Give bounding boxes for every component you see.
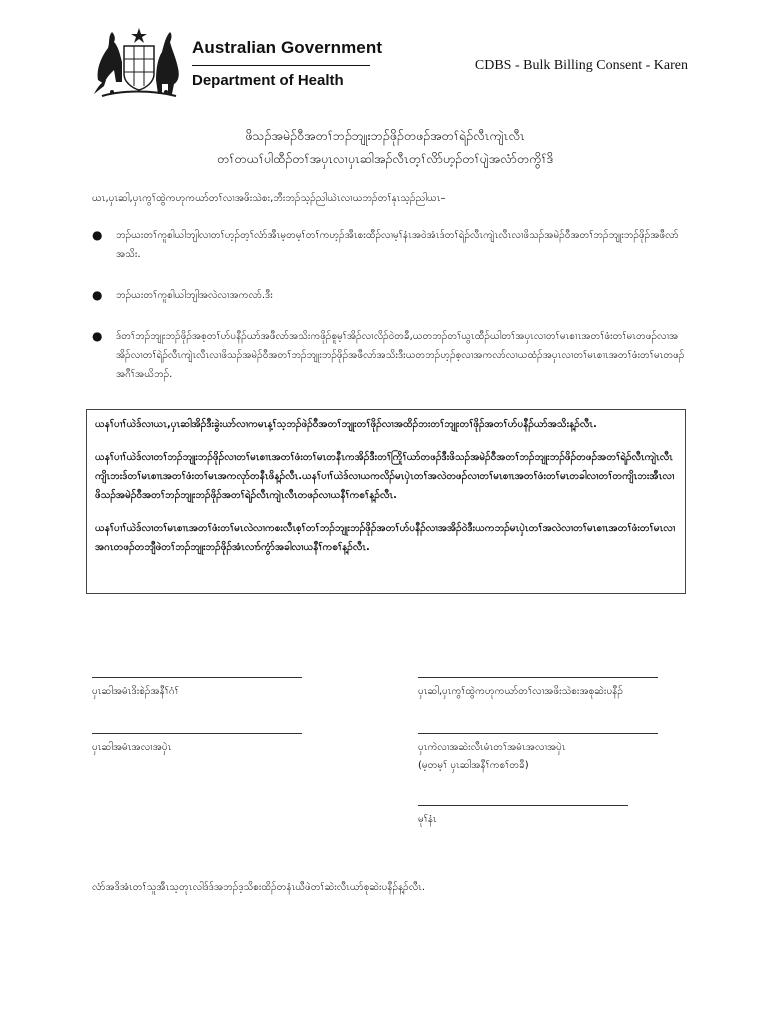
bullet-item xyxy=(92,226,687,264)
bullet-text: ဘၣ်ယးတၢ်ကူစါယါဘျါလၢတၢ်ဟ့ၣ်တ့ၢ်လံာ်အီၤမ့တမ့ၢ်တၢ်ကဟ့ၣ်အီၤစးထီၣ်လၢမ့ၢ်နံၤအဝဲအံၤဒ်တၢ်ရဲၣ်လီၤကျဲၤလီၤလၢဖိသၣ်အမဲၣ်ဝီအတၢ်ဘၣ်ဘျုးဘၣ်ဖိုၣ်အဖီလာ်အသိး. xyxy=(116,230,679,260)
bullet-item xyxy=(92,327,687,384)
patient-name-label: ပှၤဆါအမံၤအလၢအပှဲၤ xyxy=(92,742,172,753)
patient-signature-line[interactable] xyxy=(92,677,302,678)
acknowledgement-box xyxy=(86,409,686,594)
australian-coat-of-arms-logo xyxy=(92,24,184,102)
government-branding xyxy=(192,38,382,89)
acknowledgement-paragraph: ယနၢ်ပၢၢ်ယဲဒ်လၢယၤ,ပှၤဆါအိၣ်ဒီးခွဲးယာ်လၢကမၤန့ၢ်သ့ဘၣ်ဖဲၣ်ဝီအတၢ်ဘျုးတၢ်ဖိုၣ်လၢအထိၣ်ဘးတၢ်ဘျုးတၢ်ဖိုၣ်အတၢ်ဟ်ပနီၣ်ယာ်အသိးန့ၣ်လီၤ. xyxy=(95,419,597,430)
intro-statement: ယၤ,ပှၤဆါ,ပှၤကွၢ်ထွဲကဟုကယာ်တၢ်လၢအဖိးသဲစး,ဘီးဘၣ်သ့ၣ်ညါယဲၤလၢယဘၣ်တၢ်နုၤသ့ၣ်ညါယၤ– xyxy=(92,193,446,204)
bullet-text: ဘၣ်ယးတၢ်ကူစါယါဘျါအလဲလၢအကလာ်.ဒီး xyxy=(116,290,273,301)
bullet-item xyxy=(92,286,687,305)
consent-bullet-list xyxy=(92,226,687,406)
practitioner-name-line[interactable] xyxy=(418,733,658,734)
government-name: Australian Government xyxy=(192,38,383,57)
date-line[interactable] xyxy=(418,805,628,806)
guardian-signature-label: ပှၤဆါ,ပှၤကွၢ်ထွဲကဟုကယာ်တၢ်လၢအဖိးသဲစးအစုဆဲးပနီၣ် xyxy=(418,686,623,697)
form-heading-line-1: ဖိသၣ်အမဲၣ်ဝီအတၢ်ဘၣ်ဘျုးဘၣ်ဖိုၣ်တဖၣ်အတၢ်ရဲၣ်လီၤကျဲၤလီၤ xyxy=(245,128,525,143)
bullet-icon: ● xyxy=(92,228,103,242)
acknowledgement-paragraph: ယနၢ်ပၢၢ်ယဲဒ်လၢတၢ်မၤစၢၤအတၢ်ဖံးတၢ်မၤလဲလၢကစးလီၤစ့ၢ်တၢ်ဘၣ်ဘျုးဘၣ်ဖိုၣ်အတၢ်ဟ်ပနီၣ်လၢအအိၣ်ဝဲဒီးယကဘၣ်မၤပှဲၤတၢ်အလဲလၢတၢ်မၤစၢၤအတၢ်ဖံးတၢ်မၤလၢအဂၤတဖၣ်တဘျီဖဲတၢ်ဘၣ်ဘျုးဘၣ်ဖိုၣ်အံၤလၢာ်ကွံာ်အခါလၢယနီၢ်ကစၢ်န့ၣ်လီၤ. xyxy=(95,523,676,553)
form-heading xyxy=(0,124,770,170)
validity-footer-note: လံာ်အဒိအံၤတၢ်သူအီၤသ့တုၤလါဒ်ဒ်အဘၣ်ဒ့သိစးထိၣ်တနံၤယီဖဲတၢ်ဆဲးလီၤယာ်စုဆဲးပနီၣ်န့ၣ်လီၤ. xyxy=(92,882,426,893)
practitioner-name-note: (မ့တမ့ၢ် ပှၤဆါအနီၢ်ကစၢ်တခီ) xyxy=(418,760,529,771)
guardian-signature-line[interactable] xyxy=(418,677,658,678)
date-label: မုၢ်နံၤ xyxy=(418,814,437,825)
department-name: Department of Health xyxy=(192,72,344,89)
document-title: CDBS - Bulk Billing Consent - Karen xyxy=(474,58,688,73)
form-heading-line-2: တၢ်တယၢ်ပါထီၣ်တၢ်အပှၤလၢပှၤဆါအၣ်လီၤတ့ၢ်လိာ်ဟ့ၣ်တၢ်ပျဲအလံာ်တကွိၢ်ဒိ xyxy=(216,151,554,166)
bullet-icon: ● xyxy=(92,288,103,302)
practitioner-name-label: ပှၤကဲလၢအဆဲးလီၤမံၤတၢ်အမံၤအလၢအပှဲၤ xyxy=(418,742,566,753)
branding-divider xyxy=(192,65,370,66)
patient-signature-label: ပှၤဆါအမံၤဒိးစဲၣ်အနီၢ်ဂံၢ် xyxy=(92,686,179,697)
bullet-text: ဒ်တၢ်ဘၣ်ဘျုးဘၣ်ဖိုၣ်အစ့တၢ်ဟ်ပနီၣ်ယာ်အဖီလာ်အသိးကဖိုၣ်စူမ့ၢ်အိၣ်လၢလိၣ်ဝဲတခီ,ယတဘၣ်တၢ်ယွၤထီၣ်ယါတၢ်အပှၤလၢတၢ်မၤစၢၤအတၢ်ဖံးတၢ်မၤတဖၣ်လၢအအိၣ်လၢတၢ်ရဲၣ်လီၤကျဲၤလီၤလၢဖိသၣ်အမဲၣ်ဝီအတၢ်ဘၣ်ဘျုးဘၣ်ဖိုၣ်အဖီလာ်အသိးဒီးယတဘၣ်ဟ့ၣ်စ့လၢအကလာ်လၢယထံၣ်အပှၤလၢတၢ်မၤစၢၤအတၢ်ဖံးတၢ်မၤတဖၣ်အဂီၢ်အယိဘၣ်. xyxy=(116,331,685,380)
acknowledgement-paragraph: ယနၢ်ပၢၢ်ယဲဒ်လၢတၢ်ဘၣ်ဘျုးဘၣ်ဖိုၣ်လၢတၢ်မၤစၢၤအတၢ်ဖံးတၢ်မၤတနီၤကအိၣ်ဒီးတၢ်ကြိၢ်ယာ်တဖၣ်ဒီးဖိသၣ်အမဲၣ်ဝီအတၢ်ဘၣ်ဘျုးဘၣ်ဖိုၣ်တဖၣ်အတၢ်ရဲၣ်လီၤကျဲၤလီၤကျိၤဘးဒ်တၢ်မၤစၢၤအတၢ်ဖံးတၢ်မၤအကလုာ်တနီၤဖိန့ၣ်လီၤ.ယနၢ်ပၢၢ်ယဲဒ်လၢယကလိၣ်မၤပှဲၤတၢ်အလဲတဖၣ်လၢတၢ်မၤစၢၤအတၢ်ဖံးတၢ်မၤတခါလၢတၢ်တကျိၤဘးအီၤလၢဖိသၣ်အမဲၣ်ဝီအတၢ်ဘၣ်ဘျုးဘၣ်ဖိုၣ်အတၢ်ရဲၣ်လီၤကျဲၤလီၤတဖၣ်လၢယနီၢ်ကစၢ်န့ၣ်လီၤ. xyxy=(95,452,675,501)
patient-name-line[interactable] xyxy=(92,733,302,734)
bullet-icon: ● xyxy=(92,329,103,343)
